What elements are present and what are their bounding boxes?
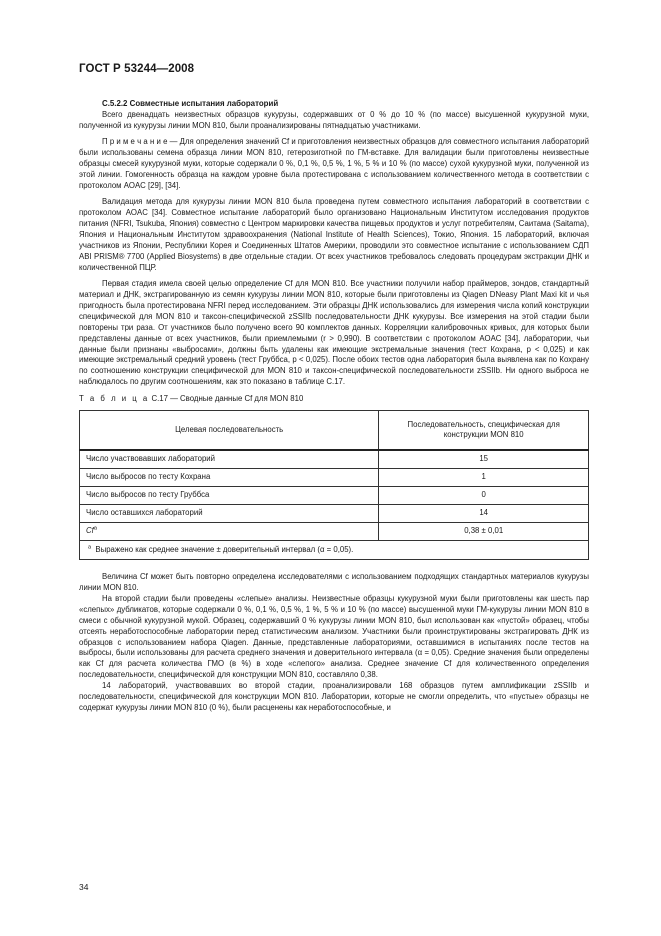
- note-text: Для определения значений Cf и приготовления неизвестных образцов для совместного испытания лабораторий были использованы семена образца линии MON 810, гетерозиготной по ГМ-вставке. Для валидации были приготовлены неизвестные образцы смесей кукурузной муки, которые содержали 0 %, 0,1 %, 0,5 %, 1 %, 5 % и 10 % (по массе) сухой кукурузной муки, полученной из этой линии. Гомогенность образца на каждом уровне была протестирована с использованием количественного метода в соответствии с протоколом AOAC [29], [34].: [79, 137, 589, 190]
- table-caption-label: Т а б л и ц а: [79, 394, 150, 404]
- row-value: 0: [379, 487, 589, 505]
- row-value: 15: [379, 450, 589, 469]
- table-header-row: [80, 411, 589, 451]
- table-row: [80, 505, 589, 523]
- note-label: П р и м е ч а н и е —: [102, 137, 180, 147]
- table-caption: [79, 394, 589, 405]
- paragraph: Всего двенадцать неизвестных образцов кукурузы, содержавших от 0 % до 10 % (по массе) высушенной кукурузной муки, полученной из кукурузы линии MON 810, были проанализированы пятнадцатью участниками.: [79, 109, 589, 130]
- note-paragraph: [79, 137, 589, 192]
- paragraph: Величина Cf может быть повторно определена исследователями с использованием подходящих стандартных материалов кукурузы линии MON 810.: [79, 572, 589, 592]
- table-footnote: [80, 541, 589, 560]
- document-body: [79, 99, 589, 714]
- paragraph: 14 лабораторий, участвовавших во второй стадии, проанализировали 168 образцов путем амплификации zSSIIb и последовательности, специфической для конструкции MON 810. Лаборатории, которые не смогли определить, что «пустые» образцы не содержат кукурузы линии MON 810 (0 %), были расценены как неработоспособные, и: [79, 681, 589, 712]
- row-value: 0,38 ± 0,01: [379, 523, 589, 541]
- table-row: [80, 523, 589, 541]
- footnote-mark: a: [88, 544, 92, 551]
- paragraph: На второй стадии были проведены «слепые» анализы. Неизвестные образцы кукурузной муки были приготовлены как шесть пар «слепых» дубликатов, которые содержали 0 %, 0,1 %, 0,5 %, 1 %, 5 % и 10 % (по массе) высушенной муки ГМ-кукурузы линии MON 810 в смеси с обычной кукурузной мукой. Образец, содержавший 0 % кукурузы линии MON 810, был использован как «пустой» образец, чтобы отсеять неработоспособные лаборатории перед статистическим анализом. Участники были проинструктированы экстрагировать ДНК из образцов с использованием набора Qiagen. Данные, представленные лабораториями, оставшимися в испытаниях после тестов на выбросы, были использованы для расчета среднего значения и доверительного интервала (α = 0,05). Средние значения были определены как Cf для расчета количества ГМО (в %) в ходе «слепого» анализа. Среднее значение Cf для количественного определения последовательности, специфической для конструкции MON 810, составляло 0,38.: [79, 593, 589, 680]
- table-footnote-row: [80, 541, 589, 560]
- column-header: Последовательность, специфическая для конструкции MON 810: [379, 411, 589, 451]
- footnote-mark: a: [93, 525, 97, 532]
- paragraph: Первая стадия имела своей целью определение Cf для MON 810. Все участники получили набор праймеров, зондов, стандартный материал и ДНК, экстрагированную из семян кукурузы линии MON 810, которые были приготовлены из Qiagen DNeasy Plant Maxi kit и чья пригодность была протестирована NFRI перед исследованием. Эти образцы ДНК использовались для измерения числа копий конструкции специфической для MON 810 и таксон-специфической zSSIIb последовательности ДНК кукурузы. Все измерения на этой стадии были повторены три раза. От участников было получено всего 90 комплектов данных. Корреляции калибровочных кривых, для которых были представлены данные от всех участников, были приемлемыми (r > 0,990). В соответствии с протоколом AOAC [34], лаборатории, чьи данные были признаны «выбросами», должны быть удалены как имеющие экстремальные значения (тест Кохрана, p < 0,025) и как имеющие экстремальный средний уровень (тест Груббса, p < 0,025). После обоих тестов одна лаборатория была выявлена как по Кохрану по соотношению конструкции специфической для MON 810 и таксон-специфической последовательности zSSIIb. Ни одного выброса не наблюдалось по другим соотношениям, как это показано в таблице С.17.: [79, 279, 589, 387]
- summary-table: [79, 410, 589, 560]
- row-label: Число выбросов по тесту Груббса: [80, 487, 379, 505]
- table-caption-text: С.17 — Сводные данные Cf для MON 810: [151, 394, 304, 404]
- row-label: Число участвовавших лабораторий: [80, 450, 379, 469]
- row-value: 14: [379, 505, 589, 523]
- table-row: [80, 469, 589, 487]
- table-row: [80, 487, 589, 505]
- column-header: Целевая последовательность: [80, 411, 379, 451]
- page-number: 34: [79, 882, 89, 892]
- row-value: 1: [379, 469, 589, 487]
- paragraph: Валидация метода для кукурузы линии MON 810 была проведена путем совместного испытания лабораторий в соответствии с протоколом AOAC [34]. Совместное испытание лабораторий было организовано Национальным Институтом исследования продуктов питания (NFRI, Tsukuba, Япония) совместно с Центром маркировки качества пищевых продуктов и услуг потребителям, Саитама (Saitama), Япония и Национальным Институтом здравоохранения (National Institute of Health Sciences), Токио, Япония. 15 лабораторий, включая участников из Японии, Республики Корея и Соединенных Штатов Америки, проводили это совместное испытание с использованием СДП ABI PRISM® 7700 (Applied Biosystems) в две отдельные стадии. От всех участников требовалось следовать процедурам экстракции ДНК и количественной ПЦР.: [79, 197, 589, 272]
- cf-symbol: Cf: [86, 526, 94, 536]
- row-label: Число оставшихся лабораторий: [80, 505, 379, 523]
- document-header: ГОСТ Р 53244—2008: [79, 63, 195, 75]
- row-label: Число выбросов по тесту Кохрана: [80, 469, 379, 487]
- section-title: С.5.2.2 Совместные испытания лабораторий: [102, 99, 279, 108]
- row-label: [80, 523, 379, 541]
- table-row: [80, 450, 589, 469]
- footnote-text: Выражено как среднее значение ± доверительный интервал (α = 0,05).: [95, 544, 354, 554]
